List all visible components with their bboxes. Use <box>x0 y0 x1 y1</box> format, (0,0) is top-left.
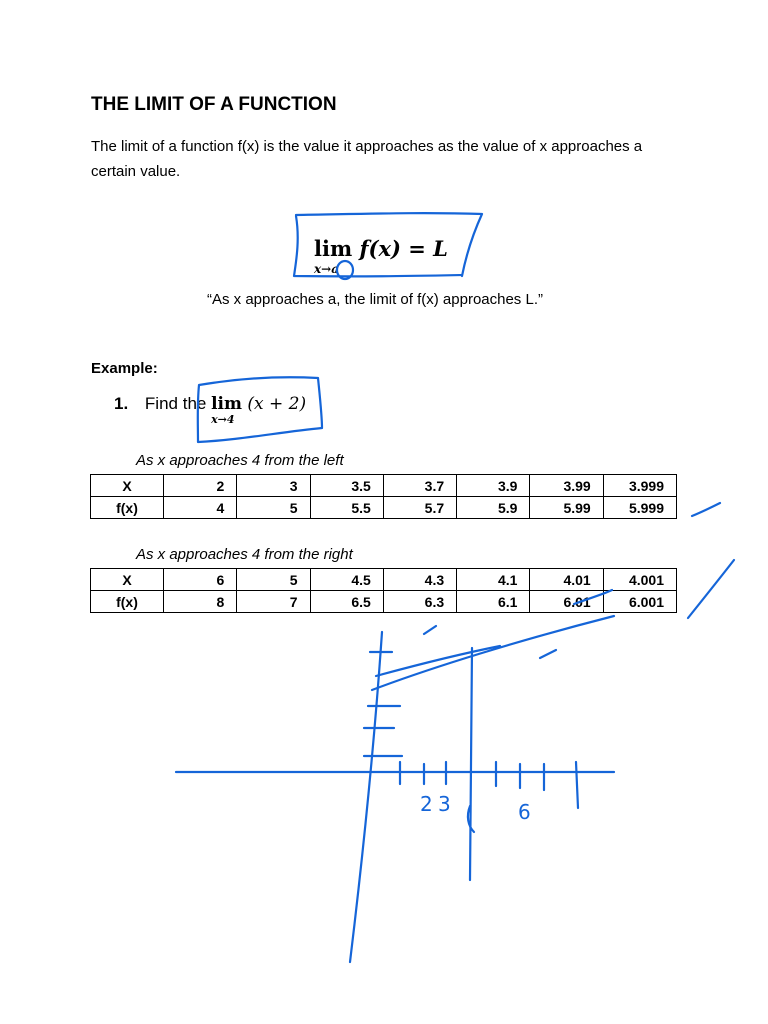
table-row <box>91 569 677 591</box>
table-cell: 6.5 <box>310 591 383 613</box>
row-header: f(x) <box>91 497 164 519</box>
table-cell: 4.3 <box>383 569 456 591</box>
table-cell: 3 <box>237 475 310 497</box>
ink-mark <box>540 650 556 658</box>
table-cell: 3.9 <box>457 475 530 497</box>
ink-graph-line-2 <box>376 646 500 676</box>
example-label: Example: <box>91 360 158 377</box>
left-table-caption: As x approaches 4 from the left <box>136 452 344 469</box>
problem-formula <box>211 394 307 426</box>
ink-y-axis <box>350 632 382 962</box>
intro-paragraph: The limit of a function f(x) is the value it approaches as the value of x approaches a certain value. <box>91 138 643 180</box>
ink-mark <box>468 806 474 832</box>
table-row <box>91 475 677 497</box>
table-cell: 6.1 <box>457 591 530 613</box>
table-cell: 5.5 <box>310 497 383 519</box>
example-problem <box>114 394 307 426</box>
problem-number: 1. <box>114 394 129 413</box>
lim-word: lim <box>314 236 353 261</box>
right-table-caption: As x approaches 4 from the right <box>136 546 353 563</box>
table-cell: 5.9 <box>457 497 530 519</box>
problem-expression: (x + 2) <box>247 394 307 414</box>
right-approach-table <box>90 568 677 613</box>
lim-subscript: x→a <box>314 262 339 276</box>
table-cell: 6.3 <box>383 591 456 613</box>
table-cell: 2 <box>164 475 237 497</box>
problem-lim-subscript: x→4 <box>211 413 235 426</box>
table-cell: 5 <box>237 569 310 591</box>
limit-definition-formula <box>314 236 448 276</box>
page-title: THE LIMIT OF A FUNCTION <box>91 94 337 115</box>
ink-mark <box>424 626 436 634</box>
table-cell: 5.99 <box>530 497 603 519</box>
handwritten-tick-label-1: 2 <box>420 792 433 816</box>
table-cell: 6.001 <box>603 591 676 613</box>
ink-x-tick <box>576 762 578 808</box>
table-cell: 4.01 <box>530 569 603 591</box>
row-header: f(x) <box>91 591 164 613</box>
row-header: X <box>91 475 164 497</box>
ink-graph-line <box>372 616 614 690</box>
left-approach-table <box>90 474 677 519</box>
handwritten-tick-label-3: 6 <box>518 800 531 824</box>
table-cell: 3.7 <box>383 475 456 497</box>
table-row <box>91 591 677 613</box>
definition-quote: “As x approaches a, the limit of f(x) approaches L.” <box>207 291 543 308</box>
ink-circle-a <box>337 261 353 279</box>
table-cell: 4.5 <box>310 569 383 591</box>
ink-slash-right <box>688 560 734 618</box>
problem-lim: lim <box>211 394 242 414</box>
table-cell: 3.999 <box>603 475 676 497</box>
row-header: X <box>91 569 164 591</box>
handwritten-tick-label-2: 3 <box>438 792 451 816</box>
table-cell: 6.01 <box>530 591 603 613</box>
table-cell: 5.999 <box>603 497 676 519</box>
table-cell: 4.1 <box>457 569 530 591</box>
table-cell: 3.99 <box>530 475 603 497</box>
table-cell: 8 <box>164 591 237 613</box>
ink-vertical-line-at-4 <box>470 648 472 880</box>
table-cell: 5.7 <box>383 497 456 519</box>
table-cell: 5 <box>237 497 310 519</box>
table-cell: 3.5 <box>310 475 383 497</box>
ink-check-left <box>692 503 720 516</box>
table-cell: 4.001 <box>603 569 676 591</box>
table-row <box>91 497 677 519</box>
table-cell: 6 <box>164 569 237 591</box>
lim-operator <box>314 236 353 276</box>
table-cell: 7 <box>237 591 310 613</box>
table-cell: 4 <box>164 497 237 519</box>
formula-expression: f(x) = L <box>359 236 448 261</box>
problem-text: Find the <box>144 394 207 413</box>
